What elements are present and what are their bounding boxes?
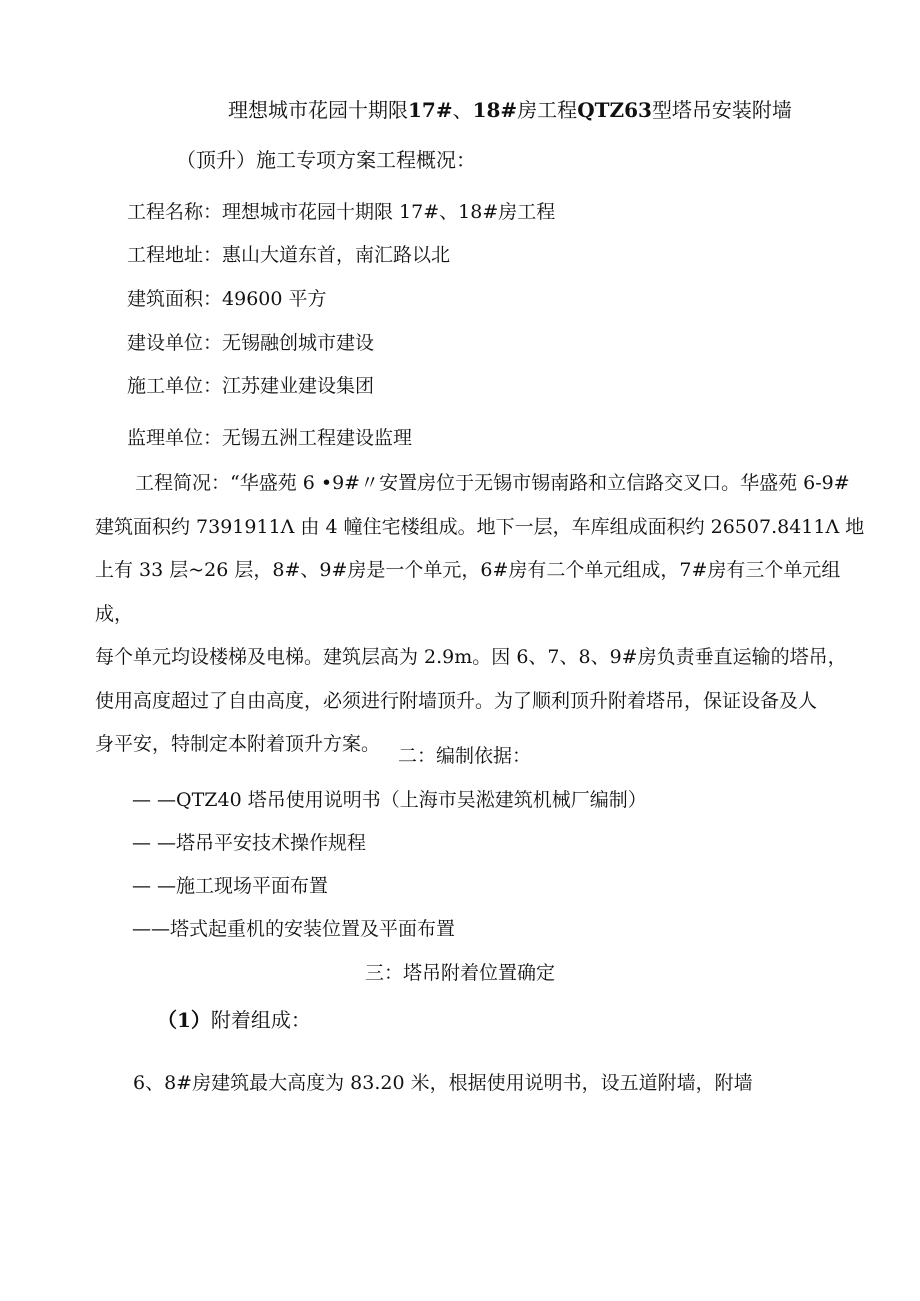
info-owner [127,331,374,355]
title-crane-model: QTZ63 [577,98,652,122]
info-supervisor [127,426,412,450]
info-value: 惠山大道东首，南汇路以北 [222,244,451,266]
title-text-mid: 房工程 [517,98,578,122]
section-3-heading: 三：塔吊附着位置确定 [365,962,556,984]
info-contractor [127,374,374,398]
info-building-area [127,287,327,311]
info-label: 工程名称： [127,201,223,223]
project-overview-paragraph [95,462,865,767]
document-title-line-2: （顶升）施工专项方案工程概况： [176,148,476,172]
section-2-heading: 二：编制依据： [398,745,532,767]
overview-line: 工程简况：“华盛苑 6 •9#〃安置房位于无锡市锡南路和立信路交叉口。华盛苑 6-9# [135,472,850,494]
info-value: 无锡融创城市建设 [222,332,375,354]
title-separator: 、 [452,98,473,122]
info-label: 建设单位： [127,332,223,354]
title-text: 理想城市花园十期限 [228,98,408,122]
info-value: 江苏建业建设集团 [222,375,375,397]
basis-item: — —施工现场平面布置 [132,875,329,897]
overview-line: 每个单元均设楼梯及电梯。建筑层高为 2.9m。因 6、7、8、9#房负责垂直运输的塔吊， [95,646,847,668]
subsection-label: 附着组成： [210,1008,311,1032]
title-text-suffix: 型塔吊安装附墙 [651,98,792,122]
basis-item: — —塔吊平安技术操作规程 [132,832,367,854]
attachment-description: 6、8#房建筑最大高度为 83.20 米，根据使用说明书，设五道附墙，附墙 [133,1072,753,1094]
info-value: 理想城市花园十期限 17#、18#房工程 [222,201,556,223]
basis-item: ——塔式起重机的安装位置及平面布置 [132,918,456,940]
title-building-a: 17# [408,98,453,122]
overview-line: 上有 33 层~26 层，8#、9#房是一个单元，6#房有二个单元组成，7#房有三个单元组成， [95,559,841,625]
subsection-number: （1） [157,1008,211,1032]
info-project-name [127,200,555,224]
basis-item: — —QTZ40 塔吊使用说明书（上海市吴淞建筑机械厂编制） [132,789,647,811]
title-building-b: 18# [472,98,518,122]
subsection-1-heading [157,1008,311,1032]
info-label: 施工单位： [127,375,223,397]
overview-line: 身平安，特制定本附着顶升方案。 [95,733,381,755]
info-label: 建筑面积： [127,288,223,310]
info-label: 监理单位： [127,427,223,449]
overview-line: 建筑面积约 7391911Λ 由 4 幢住宅楼组成。地下一层，车库组成面积约 26507.8411Λ 地 [95,515,865,538]
info-project-address [127,243,450,267]
info-value: 无锡五洲工程建设监理 [222,427,413,449]
overview-line: 使用高度超过了自由高度，必须进行附墙顶升。为了顺利顶升附着塔吊，保证设备及人 [95,689,818,712]
info-label: 工程地址： [127,244,223,266]
info-value: 49600 平方 [222,288,327,310]
document-title-line-1 [228,98,792,122]
